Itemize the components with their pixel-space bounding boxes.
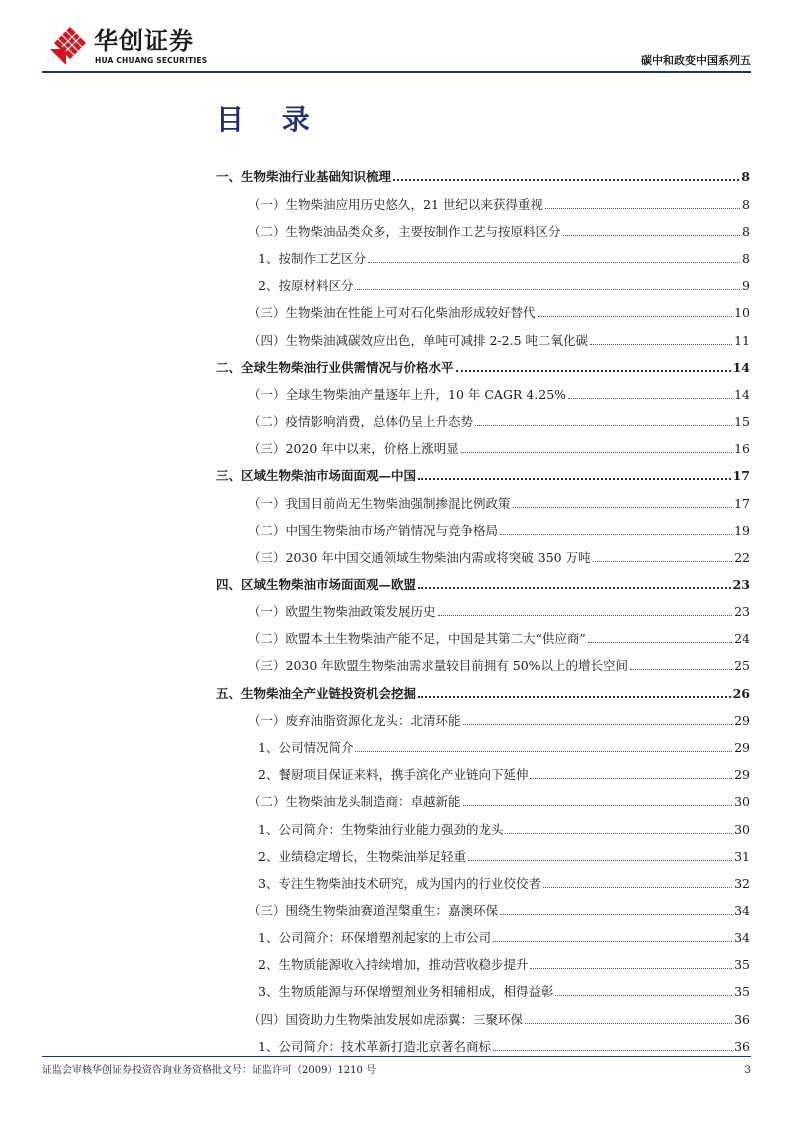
toc-entry-title: 2、业绩稳定增长，生物柴油举足轻重 [258,849,466,864]
toc-entry-title: 五、生物柴油全产业链投资机会挖掘 [216,686,417,701]
toc-entry-title: 四、区域生物柴油市场面面观—欧盟 [216,577,417,592]
toc-dot-leader [563,235,741,236]
toc-entry-title: 三、区域生物柴油市场面面观—中国 [216,468,417,483]
toc-entry-level3[interactable] [258,956,750,974]
toc-entry-title: 1、公司情况简介 [258,740,354,755]
toc-entry-title: 1、公司简介：技术革新打造北京著名商标 [258,1039,491,1054]
page-number: 3 [744,1065,751,1076]
toc-dot-leader [543,887,732,888]
toc-entry-title: （二）疫情影响消费，总体仍呈上升态势 [248,414,474,429]
toc-entry-page: 17 [734,496,750,511]
toc-entry-level2[interactable] [248,495,750,513]
toc-dot-leader [475,425,732,426]
toc-entry-page: 35 [734,957,750,972]
toc-entry-page: 29 [734,767,750,782]
toc-entry-page: 25 [734,658,750,673]
toc-entry-title: （二）中国生物柴油市场产销情况与竞争格局 [248,523,499,538]
toc-entry-level2[interactable] [248,549,750,567]
toc-dot-leader [525,1023,732,1024]
toc-entry-page: 29 [734,740,750,755]
toc-entry-title: （二）生物柴油品类众多，主要按制作工艺与按原料区分 [248,224,561,239]
toc-dot-leader [505,833,732,834]
toc-entry-page: 19 [734,523,750,538]
toc-entry-page: 23 [734,604,750,619]
toc-entry-title: 1、按制作工艺区分 [258,251,366,266]
toc-entry-level2[interactable] [248,332,750,350]
toc-entry-level2[interactable] [248,522,750,540]
toc-entry-page: 9 [742,278,750,293]
toc-dot-leader [468,860,732,861]
toc-dot-leader [461,452,732,453]
toc-entry-title: 1、公司简介：生物柴油行业能力强劲的龙头 [258,822,504,837]
toc-entry-title: （三）2030 年中国交通领域生物柴油内需或将突破 350 万吨 [248,550,591,565]
toc-dot-leader [393,179,739,181]
page-header [0,0,793,76]
toc-entry-page: 30 [734,794,750,809]
toc-dot-leader [463,724,733,725]
toc-entry-title: 2、生物质能源收入持续增加，推动营收稳步提升 [258,957,529,972]
toc-entry-level3[interactable] [258,875,750,893]
footer-license: 证监会审核华创证券投资咨询业务资格批文号：证监许可（2009）1210 号 [42,1065,377,1076]
toc-dot-leader [355,289,740,290]
toc-entry-title: （四）生物柴油减碳效应出色，单吨可减排 2-2.5 吨二氧化碳 [248,333,589,348]
toc-entry-level1[interactable] [216,168,750,186]
toc-entry-page: 14 [734,387,750,402]
toc-dot-leader [630,669,732,670]
toc-entry-title: （二）生物柴油龙头制造商：卓越新能 [248,794,461,809]
toc-dot-leader [568,398,732,399]
toc-entry-level2[interactable] [248,1011,750,1029]
toc-entry-level2[interactable] [248,304,750,322]
toc-dot-leader [456,370,731,372]
toc-entry-page: 34 [734,930,750,945]
toc-dot-leader [418,587,731,589]
toc-entry-level1[interactable] [216,359,750,377]
brand-name-cn: 华创证券 [94,27,194,55]
toc-entry-page: 26 [732,686,750,701]
toc-entry-title: 3、生物质能源与环保增塑剂业务相辅相成，相得益彰 [258,984,554,999]
toc-entry-page: 32 [734,876,750,891]
toc-entry-page: 8 [742,251,750,266]
toc-dot-leader [588,642,732,643]
toc-entry-page: 15 [734,414,750,429]
toc-entry-title: （一）废弃油脂资源化龙头：北清环能 [248,713,461,728]
toc-entry-page: 8 [742,197,750,212]
toc-entry-page: 24 [734,631,750,646]
toc-entry-level2[interactable] [248,712,750,730]
toc-entry-level3[interactable] [258,983,750,1001]
header-rule [42,71,751,73]
toc-entry-page: 14 [732,360,750,375]
toc-entry-level2[interactable] [248,223,750,241]
toc-dot-leader [355,751,732,752]
toc-entry-page: 11 [734,333,750,348]
toc-entry-page: 10 [734,305,750,320]
toc-entry-page: 36 [734,1039,750,1054]
toc-entry-level1[interactable] [216,685,750,703]
toc-entry-level1[interactable] [216,467,750,485]
toc-entry-title: 2、按原材料区分 [258,278,354,293]
toc-entry-page: 8 [741,169,750,184]
toc-entry-page: 34 [734,903,750,918]
toc-entry-level3[interactable] [258,766,750,784]
toc-entry-title: （三）2030 年欧盟生物柴油需求量较目前拥有 50%以上的增长空间 [248,658,629,673]
toc-dot-leader [555,995,732,996]
toc-entry-page: 35 [734,984,750,999]
toc-dot-leader [418,478,731,480]
toc-entry-level2[interactable] [248,902,750,920]
toc-dot-leader [545,208,740,209]
toc-dot-leader [513,507,733,508]
toc-entry-level3[interactable] [258,277,750,295]
toc-dot-leader [530,778,732,779]
toc-entry-title: 2、餐厨项目保证来料，携手滨化产业链向下延伸 [258,767,529,782]
toc-entry-title: （二）欧盟本土生物柴油产能不足，中国是其第二大“供应商” [248,631,586,646]
toc-entry-page: 17 [732,468,750,483]
toc-entry-level3[interactable] [258,929,750,947]
toc-heading: 目 录 [216,103,324,136]
toc-entry-level2[interactable] [248,413,750,431]
toc-dot-leader [530,968,732,969]
toc-entry-page: 16 [734,441,750,456]
toc-dot-leader [593,561,733,562]
toc-entry-level3[interactable] [258,848,750,866]
toc-entry-title: （一）生物柴油应用历史悠久，21 世纪以来获得重视 [248,197,543,212]
toc-entry-page: 29 [734,713,750,728]
toc-entry-level2[interactable] [248,196,750,214]
toc-entry-page: 23 [732,577,750,592]
toc-entry-title: （三）围绕生物柴油赛道涅槃重生：嘉澳环保 [248,903,499,918]
toc-dot-leader [463,805,733,806]
toc-entry-title: （三）生物柴油在性能上可对石化柴油形成较好替代 [248,305,536,320]
brand-name-en: HUA CHUANG SECURITIES [95,56,208,65]
toc-dot-leader [500,534,732,535]
series-title: 碳中和政变中国系列五 [641,54,751,67]
toc-dot-leader [500,914,732,915]
toc-entry-level2[interactable] [248,630,750,648]
toc-entry-level3[interactable] [258,821,750,839]
toc-entry-page: 22 [734,550,750,565]
toc-entry-title: 3、专注生物柴油技术研究，成为国内的行业佼佼者 [258,876,541,891]
toc-entry-title: （三）2020 年中以来，价格上涨明显 [248,441,459,456]
toc-entry-page: 36 [734,1012,750,1027]
toc-entry-page: 30 [734,822,750,837]
toc-entry-page: 31 [734,849,750,864]
toc-dot-leader [368,262,740,263]
toc-entry-level3[interactable] [258,739,750,757]
footer-rule [42,1056,751,1057]
toc-dot-leader [438,615,733,616]
toc-entry-level3[interactable] [258,1038,750,1056]
toc-dot-leader [493,941,732,942]
toc-dot-leader [493,1050,732,1051]
toc-entry-level3[interactable] [258,250,750,268]
toc-entry-level2[interactable] [248,440,750,458]
toc-entry-title: 1、公司简介：环保增塑剂起家的上市公司 [258,930,491,945]
toc-entry-page: 8 [742,224,750,239]
toc-entry-title: （一）欧盟生物柴油政策发展历史 [248,604,436,619]
toc-entry-level2[interactable] [248,386,750,404]
toc-entry-title: （一）我国目前尚无生物柴油强制掺混比例政策 [248,496,511,511]
toc-dot-leader [590,344,732,345]
huachuang-logo-icon [50,27,88,65]
toc-entry-title: （一）全球生物柴油产量逐年上升，10 年 CAGR 4.25% [248,387,567,402]
toc-entry-level1[interactable] [216,576,750,594]
toc-dot-leader [418,696,731,698]
toc-entry-level2[interactable] [248,793,750,811]
toc-entry-level2[interactable] [248,603,750,621]
toc-entry-title: （四）国资助力生物柴油发展如虎添翼：三聚环保 [248,1012,524,1027]
toc-entry-level2[interactable] [248,657,750,675]
toc-dot-leader [538,316,733,317]
toc-entry-title: 二、全球生物柴油行业供需情况与价格水平 [216,360,454,375]
toc-entry-title: 一、生物柴油行业基础知识梳理 [216,169,392,184]
